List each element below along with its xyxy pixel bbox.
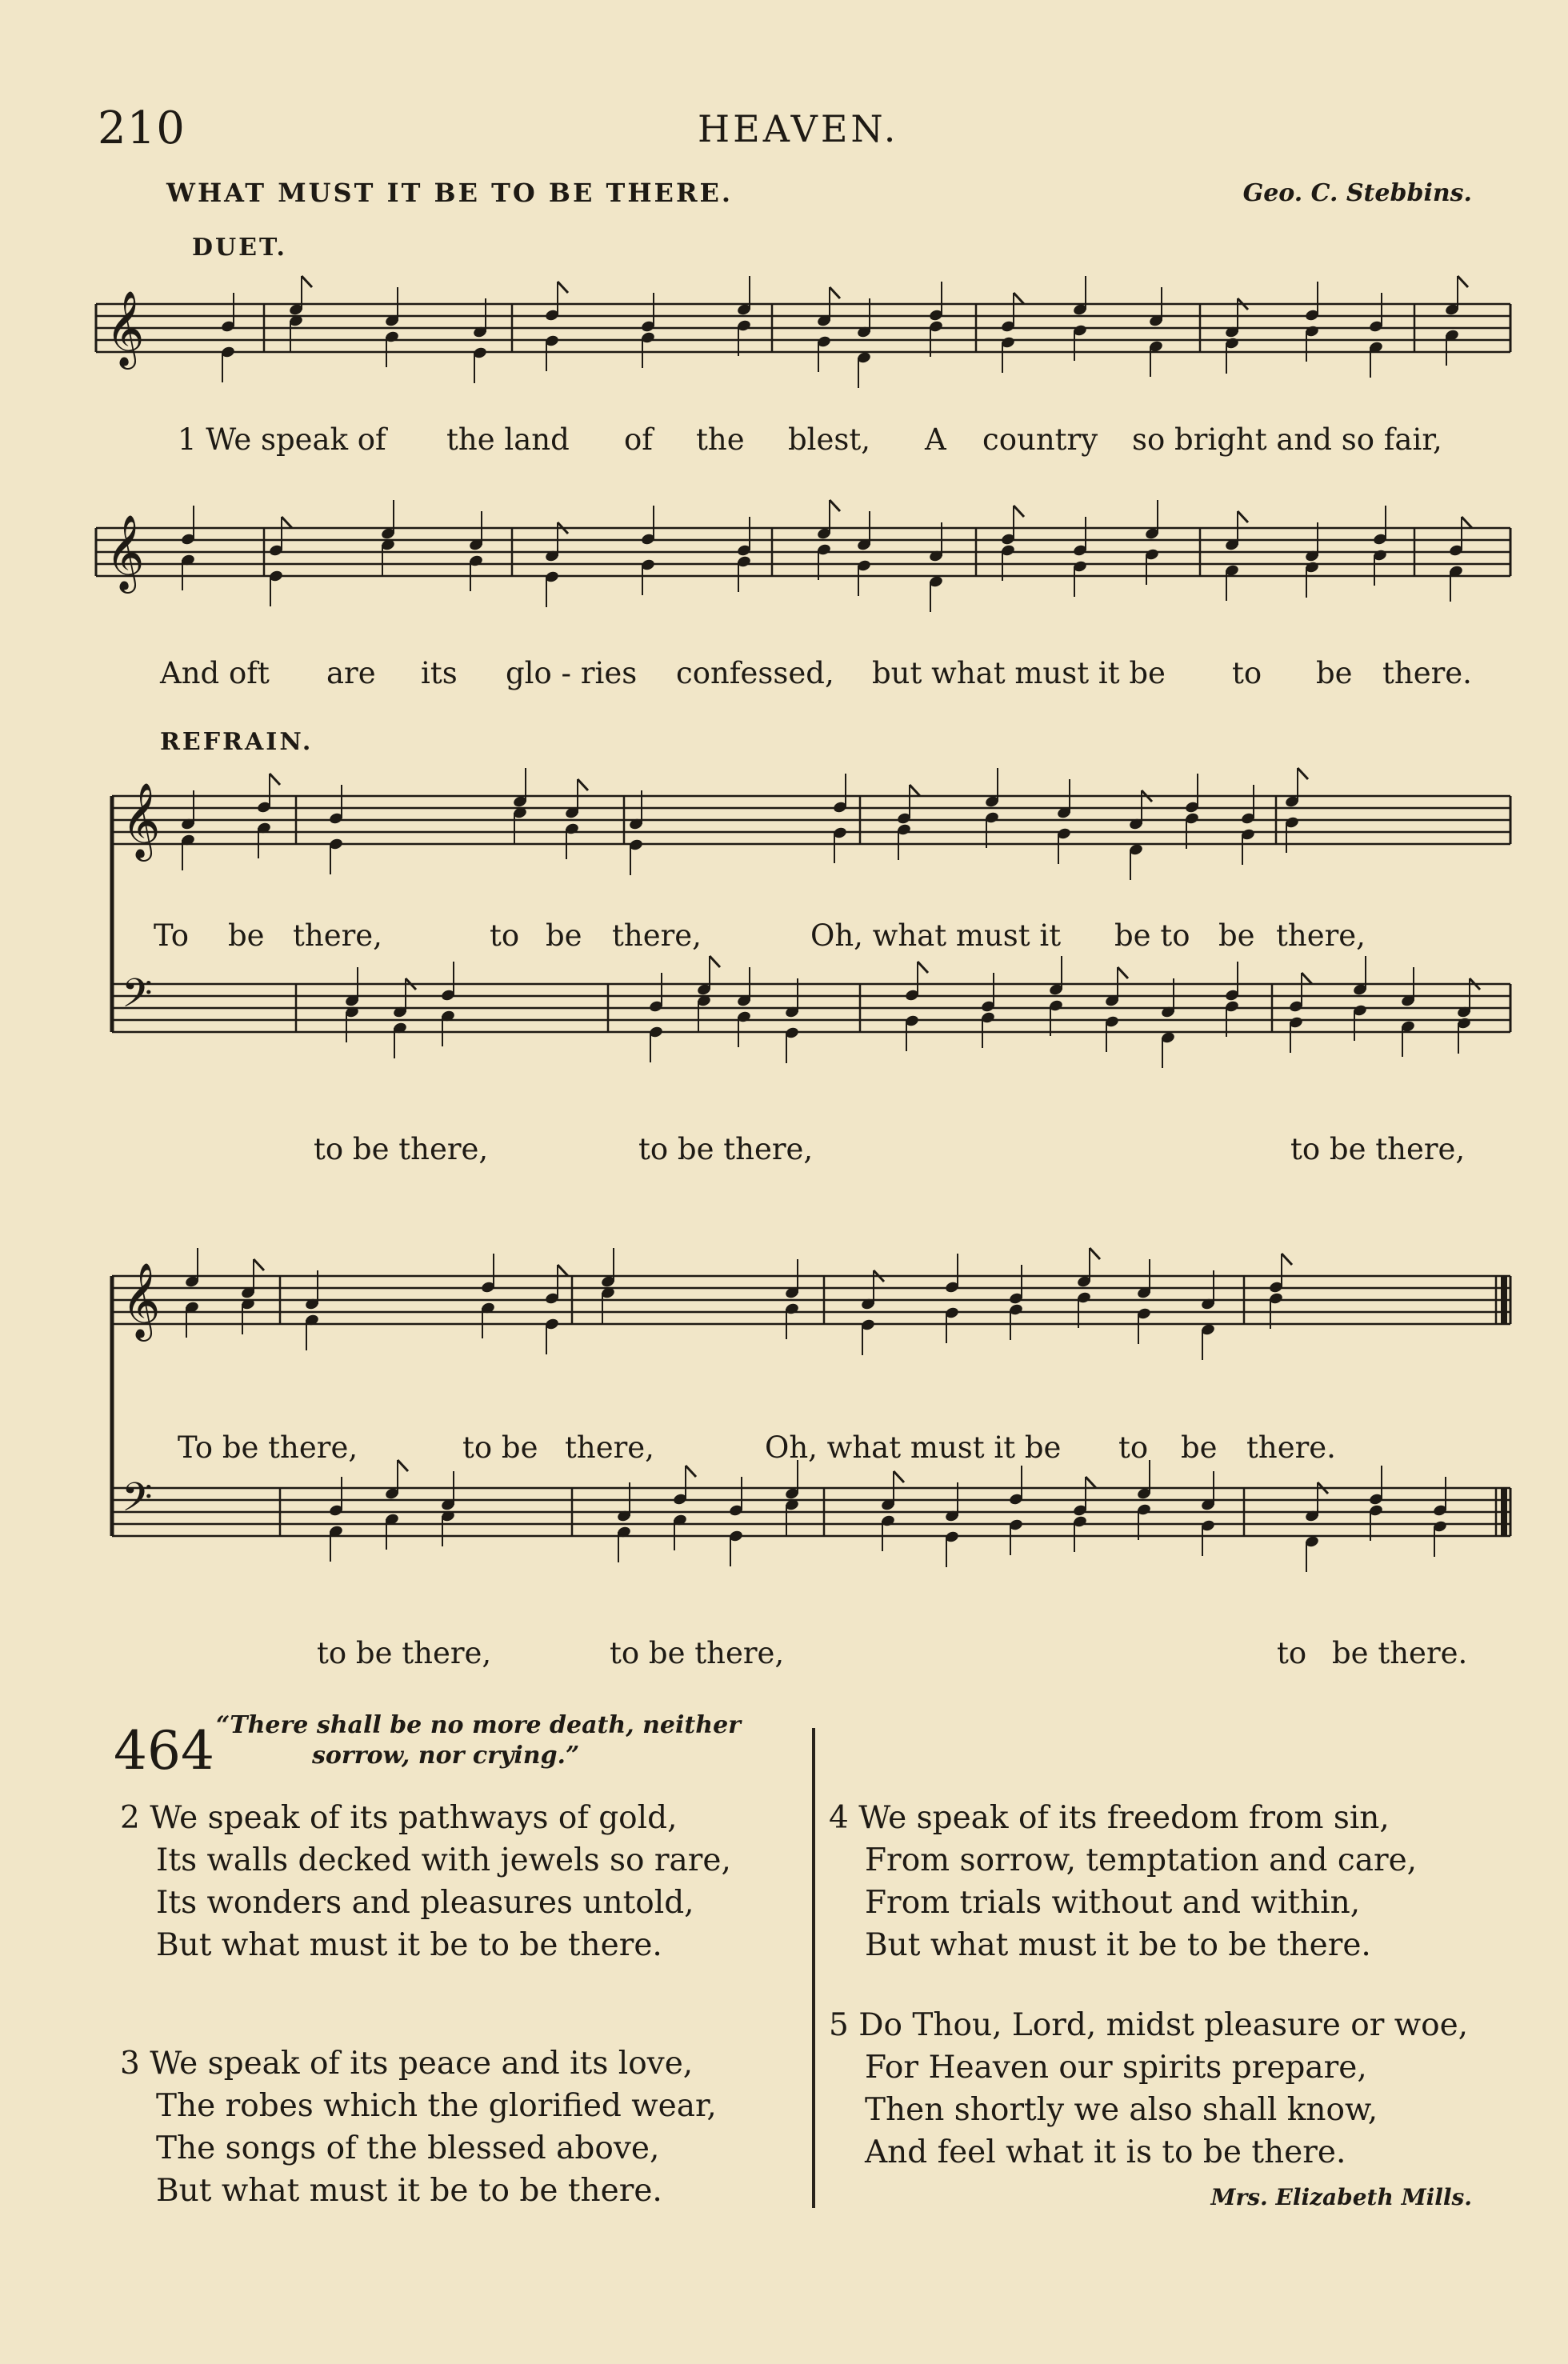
verse-line: Its walls decked with jewels so rare,	[156, 1842, 731, 1878]
music-staff-duet-2	[0, 496, 1568, 624]
svg-text:𝄞: 𝄞	[122, 1262, 161, 1338]
verse-line: We speak of its freedom from sin,	[858, 1800, 1390, 1836]
page-number: 210	[98, 102, 186, 154]
verse-5	[829, 2004, 1468, 2174]
verse-line: From trials without and within,	[865, 1885, 1361, 1921]
epigraph-line: sorrow, nor crying.”	[312, 1742, 580, 1770]
verse-number: 4	[829, 1800, 849, 1836]
column-divider	[812, 1728, 815, 2208]
verse-line: Do Thou, Lord, midst pleasure or woe,	[858, 2007, 1469, 2043]
verse-line: And feel what it is to be there.	[865, 2134, 1346, 2170]
epigraph-line: “There shall be no more death, neither	[216, 1711, 741, 1739]
verse-line: But what must it be to be there.	[156, 2173, 662, 2209]
verse-4	[829, 1797, 1417, 1966]
verse-line: The songs of the blessed above,	[156, 2130, 660, 2166]
verse-line: Then shortly we also shall know,	[865, 2092, 1378, 2128]
svg-text:𝄢: 𝄢	[122, 970, 153, 1026]
verse-line: From sorrow, temptation and care,	[865, 1842, 1418, 1878]
author-credit: Mrs. Elizabeth Mills.	[1210, 2184, 1472, 2210]
song-title: WHAT MUST IT BE TO BE THERE.	[166, 178, 734, 208]
verse-2	[120, 1797, 731, 1966]
composer-credit: Geo. C. Stebbins.	[1242, 179, 1472, 207]
verse-line: The robes which the glorified wear,	[156, 2088, 717, 2124]
svg-text:𝄞: 𝄞	[122, 782, 161, 858]
verse-line: Its wonders and pleasures untold,	[156, 1885, 694, 1921]
running-head: HEAVEN.	[698, 107, 899, 150]
verse-line: We speak of its pathways of gold,	[150, 1800, 678, 1836]
epigraph	[216, 1710, 741, 1771]
verse-line: But what must it be to be there.	[156, 1927, 662, 1963]
svg-text:𝄢: 𝄢	[122, 1474, 153, 1530]
verse-line: For Heaven our spirits prepare,	[865, 2050, 1367, 2086]
verse-number: 2	[120, 1800, 140, 1836]
duet-label: DUET.	[192, 234, 287, 262]
hymn-number: 464	[114, 1720, 214, 1782]
verse-3	[120, 2042, 717, 2212]
verse-line: We speak of its peace and its love,	[150, 2046, 694, 2082]
verse-number: 3	[120, 2046, 140, 2082]
verse-line: But what must it be to be there.	[865, 1927, 1371, 1963]
svg-text:𝄞: 𝄞	[106, 514, 145, 590]
svg-text:𝄞: 𝄞	[106, 290, 145, 366]
verse-number: 5	[829, 2007, 849, 2043]
music-staff-duet-1	[0, 272, 1568, 392]
refrain-label: REFRAIN.	[160, 728, 314, 756]
